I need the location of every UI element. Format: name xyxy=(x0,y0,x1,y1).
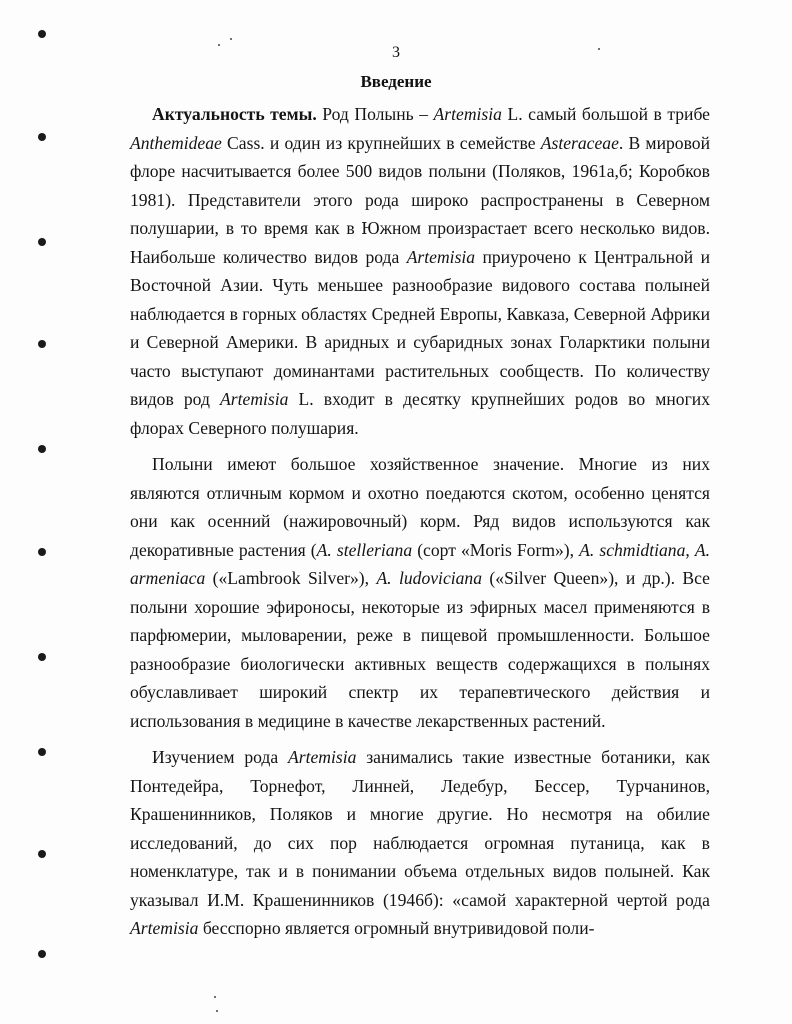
binding-hole-dot xyxy=(38,340,46,348)
binding-hole-dot xyxy=(38,238,46,246)
italic-term: A. ludoviciana xyxy=(376,568,483,588)
binding-hole-dot xyxy=(38,653,46,661)
text-run: Род Полынь – xyxy=(316,104,434,124)
binding-hole-dot xyxy=(38,850,46,858)
italic-term: Artemisia xyxy=(130,918,199,938)
italic-term: Artemisia xyxy=(433,104,502,124)
binding-hole-dot xyxy=(38,548,46,556)
text-run: Cass. и один из крупнейших в семействе xyxy=(221,132,541,153)
text-run: (сорт «Moris Form»), xyxy=(412,539,580,560)
italic-term: Anthemideae xyxy=(130,132,222,153)
text-run: занимались такие известные ботаники, как Понтедейра, Торнефот, Линней, Ледебур, Бессер, Турчанинов, Крашенинников, Поляков и многие другие. Но несмотря на обилие исследований, до сих пор наблюдается огромная путаница, как в номенклатуре, так и в понимании объема отдельных видов полыней. Как указывал И.М. Крашенинников (1946б): «самой характерной чертой рода xyxy=(130,747,710,910)
text-run: приурочено к Центральной и Восточной Азии. Чуть меньшее разнообразие видового состава полыней наблюдается в горных областях Средней Европы, Кавказа, Северной Африки и Северной Америки. В аридных и субаридных зонах Голарктики полыни часто выступают доминантами растительных сообществ. По количеству видов род xyxy=(130,246,710,409)
text-run: . В мировой флоре насчитывается более 500 видов полыни (Поляков, 1961а,б; Коробков 1981). Представители этого рода широко распространены в Северном полушарии, в то время как в Южном произрастает всего несколько видов. Наибольше количество видов рода xyxy=(130,132,710,267)
paragraph-history xyxy=(130,743,710,943)
paragraph-relevance xyxy=(130,100,710,442)
italic-term: Asteraceae xyxy=(540,132,619,153)
text-run: L. входит в десятку крупнейших родов во многих флорах Северного полушария. xyxy=(130,389,710,438)
paragraph-heading: Актуальность темы. xyxy=(152,104,317,124)
text-run: («Lambrook Silver»), xyxy=(205,568,377,588)
paragraph-economic-value xyxy=(130,450,710,735)
text-run: , xyxy=(685,539,695,560)
text-run: L. самый большой в трибе xyxy=(501,104,710,124)
italic-term: A. stelleriana xyxy=(316,539,413,560)
italic-term: Artemisia xyxy=(288,747,357,767)
scan-speck xyxy=(214,996,216,998)
binding-hole-dot xyxy=(38,30,46,38)
text-run: Изучением рода xyxy=(152,747,288,767)
italic-term: A. schmidtiana xyxy=(579,539,686,560)
binding-hole-dot xyxy=(38,133,46,141)
scan-speck xyxy=(230,38,232,40)
section-title: Введение xyxy=(360,72,432,91)
binding-hole-dot xyxy=(38,748,46,756)
body-text xyxy=(130,100,710,951)
text-run: («Silver Queen»), и др.). Все полыни хорошие эфироносы, некоторые из эфирных масел применяются в парфюмерии, мыловарении, реже в пищевой промышленности. Большое разнообразие биологически активных веществ содержащихся в полынях обуславливает широкий спектр их терапевтического действия и использования в медицине в качестве лекарственных растений. xyxy=(130,568,710,731)
italic-term: A. armeniaca xyxy=(130,539,710,588)
text-run: бесспорно является огромный внутривидовой поли- xyxy=(198,918,595,938)
italic-term: Artemisia xyxy=(220,389,289,409)
scan-speck xyxy=(216,1010,218,1012)
page-number: 3 xyxy=(392,44,400,61)
binding-hole-dot xyxy=(38,445,46,453)
italic-term: Artemisia xyxy=(406,246,476,267)
binding-hole-dot xyxy=(38,950,46,958)
text-run: Полыни имеют большое хозяйственное значение. Многие из них являются отличным кормом и охотно поедаются скотом, особенно ценятся они как осенний (нажировочный) корм. Ряд видов используются как декоративные растения ( xyxy=(130,454,710,560)
